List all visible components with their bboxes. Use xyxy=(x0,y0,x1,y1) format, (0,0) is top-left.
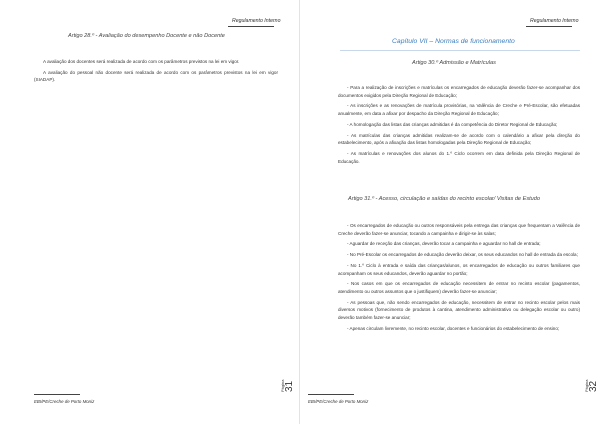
chapter-title: Capítulo VII – Normas de funcionamento xyxy=(392,38,515,45)
paragraph: - Para a realização de inscrições e matrículas os encarregados de educação deverão fazer-se acompanhar dos documentos exigidos pela Direção Regional de Educação; xyxy=(338,85,580,98)
page-number: 31 xyxy=(284,380,295,392)
chapter-rule xyxy=(340,50,580,51)
page-number: 32 xyxy=(588,380,599,392)
paragraph: - As inscrições e as renovações de matrícula provisórias, na Valência de Creche e Pré-Escolar, são efetuadas anualmente, em data a afixar por despacho da Direção Regional de Educação; xyxy=(338,103,580,116)
article-title: Artigo 28.º - Avaliação do desempenho Docente e não Docente xyxy=(68,33,225,39)
page-footer: EBI/PE/Creche de Porto Moniz xyxy=(308,399,369,404)
page-header: Regulamento Interno xyxy=(530,18,579,24)
paragraph: - A homologação das listas das crianças admitidas é da competência do Diretor Regional de Educação; xyxy=(347,121,558,127)
paragraph: - No 1.º Ciclo à entrada e saída das crianças/alunos, os encarregados de educação ou outros familiares que acompanham os seus educandos, deverão aguardar no portão; xyxy=(338,262,580,276)
paragraph: A avaliação dos docentes será realizada de acordo com os parâmetros previstos na lei em vigor. xyxy=(43,59,240,64)
paragraph: - Os encarregados de educação ou outros responsáveis pela entrega das crianças que frequentam a Valência de Creche deverão fazer-se anunciar, tocando a campainha e dirigir-se às salas; xyxy=(338,223,580,236)
page-label: Página xyxy=(280,379,285,392)
header-rule xyxy=(228,26,274,27)
header-rule xyxy=(526,26,572,27)
footer-rule xyxy=(34,394,80,395)
article-30-body xyxy=(338,84,580,168)
paragraph: - Aguardar de receção das crianças, deverão tocar a campainha e aguardar no hall de entrada; xyxy=(347,241,541,247)
footer-rule xyxy=(308,394,354,395)
article-title: Artigo 30.º Admissão e Matrículas xyxy=(412,60,496,66)
page-footer: EBI/PE/Creche de Porto Moniz xyxy=(34,399,95,404)
page-header: Regulamento Interno xyxy=(232,18,281,24)
paragraph: - No Pré-Escolar os encarregados de educação deverão deixar, os seus educandos no hall de entrada da escola; xyxy=(347,252,578,258)
paragraph: - As pessoas que, não sendo encarregados de educação, necessitem de entrar no recinto escolar pelos mais diversos motivos (fornecimento de produtos à cantina, atendimento administrativo ou delegação escolar ou outro) deverão também fazer-se anunciar; xyxy=(338,299,580,320)
paragraph: - Nos casos em que os encarregados de educação necessitem de entrar no recinto escolar (pagamentos, atendimento ou outros assuntos que o justifiquem) deverão fazer-se anunciar; xyxy=(338,281,580,294)
page-label: Página xyxy=(584,379,589,392)
right-page xyxy=(300,0,600,424)
paragraph: - Apenas circulam livremente, no recinto escolar, docentes e funcionários do estabelecimento de ensino; xyxy=(347,325,560,331)
paragraph: A avaliação do pessoal não docente será realizada de acordo com os parâmetros previstos na lei em vigor (SIADAP). xyxy=(34,69,278,83)
paragraph: - As matrículas das crianças admitidas realizam-se de acordo com o calendário a afixar pela direção do estabelecimento, após a afixação das listas homologadas pela Direção Regional de Educação; xyxy=(338,132,580,146)
article-body xyxy=(34,58,278,87)
paragraph: - As matrículas e renovações dos alunos do 1.º Ciclo ocorrem em data definida pela Direção Regional de Educação. xyxy=(338,150,580,164)
article-title: Artigo 31.º - Acesso, circulação e saídas do recinto escolar/ Visitas de Estudo xyxy=(348,196,541,202)
article-31-body xyxy=(338,222,580,335)
